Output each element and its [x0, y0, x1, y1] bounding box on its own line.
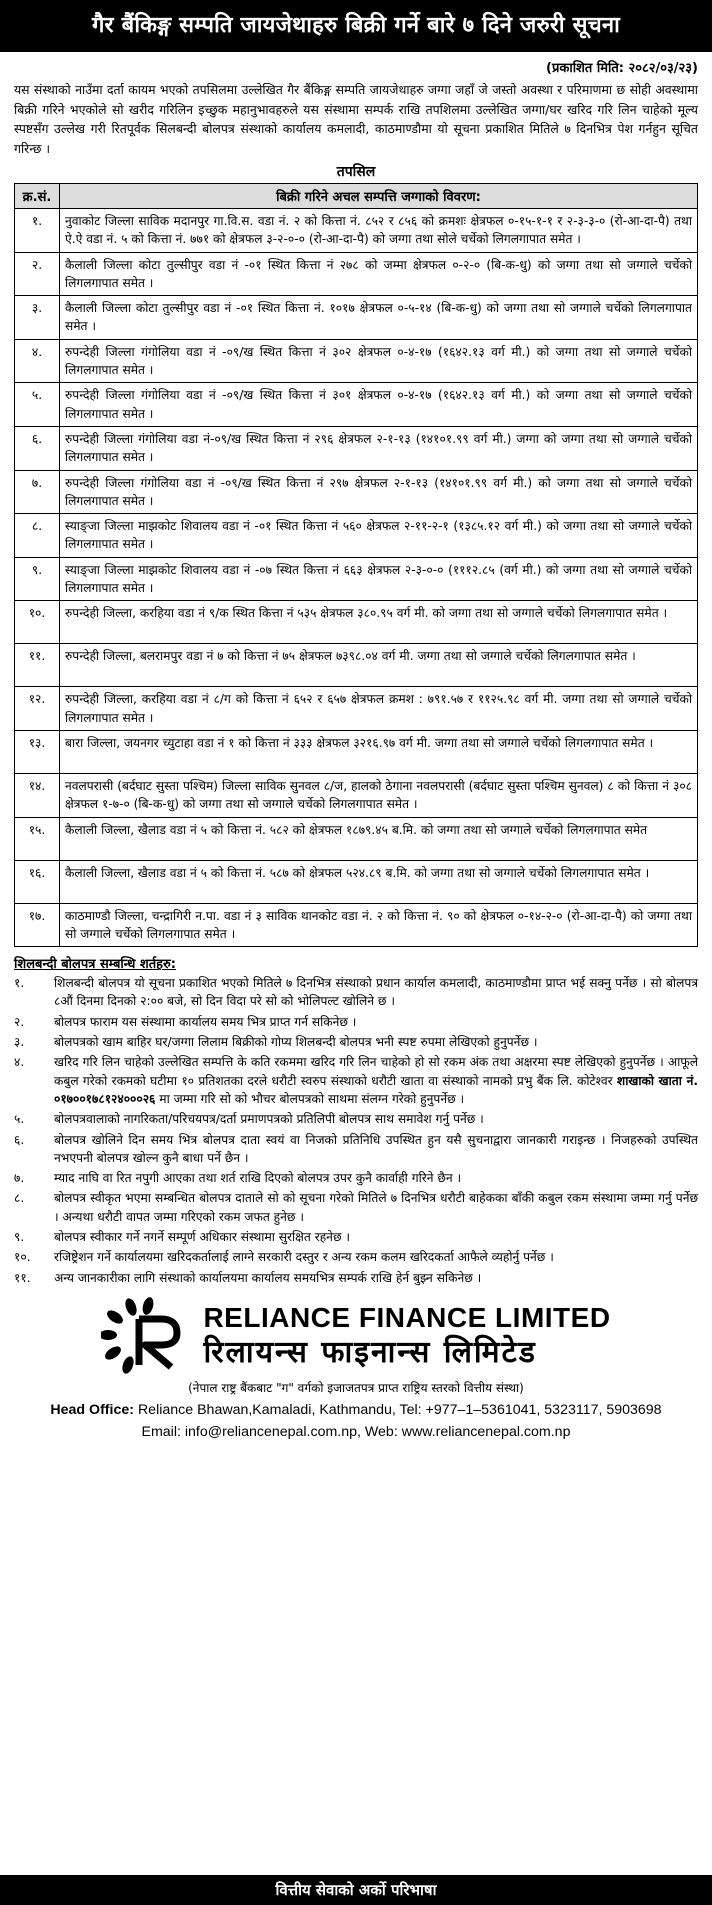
row-serial: ७.: [15, 470, 60, 514]
intro-paragraph: यस संस्थाको नाउँमा दर्ता कायम भएको तपसिलमा उल्लेखित गैर बैंकिङ्ग सम्पति जायजेथाहरु जग्गा जहाँ जे जस्तो अवस्था र परिमाणमा छ सोही अवस्थामा बिक्री गरिने भएकोले सो खरीद गरिलिन इच्छुक महानुभावहरुले यस संस्थामा सम्पर्क राखि तपशिलमा उल्लेखित जग्गा/घर खरिद गरि लिन चाहेको मूल्य स्पष्टसँग उल्लेख गरी रितपूर्वक सिलबन्दी बोलपत्र संस्थाको कार्यालय कमलादी, काठमाण्डौमा यो सूचना प्रकाशित मितिले ७ दिनभित्र पेश गर्नहुन सूचित गरिन्छ ।: [14, 82, 698, 156]
row-serial: ९.: [15, 557, 60, 601]
term-number: ५.: [14, 1112, 25, 1127]
term-text: [54, 1169, 698, 1187]
row-description: कैलाली जिल्ला, खैलाड वडा नं ५ को कित्ता नं. ५८२ को क्षेत्रफल १८७९.४५ ब.मि. को जग्गा तथा सो जग्गाले चर्चेको लिगलगापात समेत: [60, 817, 698, 860]
row-serial: १५.: [15, 817, 60, 860]
list-item: [14, 1248, 698, 1266]
term-text: [54, 1189, 698, 1226]
notice-title: गैर बैंकिङ्ग सम्पति जायजेथाहरु बिक्री गर्ने बारे ७ दिने जरुरी सूचना: [0, 0, 712, 52]
term-text: [54, 1033, 698, 1051]
terms-heading: शिलबन्दी बोलपत्र सम्बन्धि शर्तहरु:: [14, 957, 176, 973]
table-row: [15, 601, 698, 644]
row-description: रुपन्देही जिल्ला, करहिया वडा नं ९/क स्थित कित्ता नं ५३५ क्षेत्रफल ३८०.९५ वर्ग मी. को जग्गा तथा सो जग्गाले चर्चेको लिगलगापात समेत ।: [60, 601, 698, 644]
term-text-main: रजिष्ट्रेशन गर्ने कार्यालयमा खरिदकर्तालाई लाग्ने सरकारी दस्तुर र अन्य रकम कलम खरिदकर्ता आफैले व्यहोर्नु पर्नेछ ।: [54, 1250, 554, 1265]
term-text: [54, 1053, 698, 1108]
property-table: [14, 183, 698, 947]
row-description: काठमाण्डौ जिल्ला, चन्द्रागिरी न.पा. वडा नं ३ साविक थानकोट वडा नं. २ को कित्ता नं. ९० को क्षेत्रफल ०-१४-२-० (रो-आ-दा-पै) को जग्गा तथा सो जग्गाले चर्चेको लिगलगापात समेत ।: [60, 903, 698, 947]
bank-account-number: शाखाको खाता नं. ०१७००१७८१२४०००२६: [54, 1073, 698, 1106]
term-number: ६.: [14, 1132, 25, 1147]
list-item: [14, 1110, 698, 1128]
row-description: रुपन्देही जिल्ला, बलरामपुर वडा नं ७ को कित्ता नं ७५ क्षेत्रफल ७३९८.०४ वर्ग मी. जग्गा तथा सो जग्गाले चर्चेको लिगलगापात समेत ।: [60, 644, 698, 687]
term-number: ११.: [14, 1270, 31, 1285]
row-serial: ४.: [15, 339, 60, 383]
brand-block: [14, 1297, 698, 1377]
row-description: रुपन्देही जिल्ला गंगोलिया वडा नं-०९/ख स्थित कित्ता नं २९६ क्षेत्रफल २-१-१३ (१४१०१.९९ वर्ग मी.) जग्गा को जग्गा तथा सो जग्गाले चर्चेको लिगलगापात समेत ।: [60, 426, 698, 470]
term-number: ३.: [14, 1035, 25, 1050]
table-row: [15, 339, 698, 383]
term-text: [54, 1248, 698, 1266]
row-description: बारा जिल्ला, जयनगर च्युटाहा वडा नं १ को कित्ता नं ३३३ क्षेत्रफल ३२१६.९७ वर्ग मी. जग्गा तथा सो जग्गाले चर्चेको लिगलगापात समेत ।: [60, 730, 698, 773]
term-text: [54, 1131, 698, 1168]
terms-list: [14, 974, 698, 1287]
row-serial: ५.: [15, 383, 60, 427]
term-number: ८.: [14, 1191, 25, 1206]
term-text: [54, 1228, 698, 1246]
row-serial: १४.: [15, 773, 60, 817]
published-date: (प्रकाशित मिति: २०८२/०३/२३): [546, 61, 698, 76]
list-item: [14, 1169, 698, 1187]
row-description: नवलपरासी (बर्दघाट सुस्ता पश्चिम) जिल्ला साविक सुनवल ८/ज, हालको ठेगाना नवलपरासी (बर्दघाट सुस्ता पश्चिम सुनवल) ८ को कित्ता नं ३०८ क्षेत्रफल १-७-० (बि-क-धु) को जग्गा तथा सो जग्गाले चर्चेको लिगलगापात समेत ।: [60, 773, 698, 817]
row-serial: ११.: [15, 644, 60, 687]
list-item: [14, 1013, 698, 1031]
row-serial: १०.: [15, 601, 60, 644]
term-text-main: बोलपत्र खोलिने दिन समय भित्र बोलपत्र दाता स्वयं वा निजको प्रतिनिधि उपस्थित हुन यसै सुचनाद्वारा जानकारी गराइन्छ । निजहरुको उपस्थित नभएपनी बोलपत्र खोल्न कुनै बाधा पर्ने छैन ।: [54, 1132, 698, 1165]
term-text-main: म्याद नाघि वा रित नपुगी आएका तथा शर्त राखि दिएको बोलपत्र उपर कुनै कार्वाही गरिने छैन ।: [54, 1171, 462, 1186]
term-text-main: खरिद गरि लिन चाहेको उल्लेखित सम्पत्ति के कति रकममा खरिद गरि लिन चाहेको हो सो रकम अंक तथा अक्षरमा स्पष्ट लेखिएको हुनुपर्नेछ । आफूले कबुल गरेको रकमको घटीमा १० प्रतिशतका दरले धरौटी स्वरुप संस्थाको धरौटी खाता वा संस्थाको नामको प्रभु बैंक लि. कोटेश्वर: [54, 1055, 698, 1088]
brand-name-np: रिलायन्स फाइनान्स लिमिटेड: [203, 1334, 537, 1370]
brand-name-en: RELIANCE FINANCE LIMITED: [203, 1301, 611, 1333]
list-item: [14, 1228, 698, 1246]
email-web-line: Email: info@reliancenepal.com.np, Web: www.reliancenepal.com.np: [141, 1423, 571, 1440]
head-office-line: [14, 1402, 698, 1418]
table-row: [15, 252, 698, 296]
row-description: नुवाकोट जिल्ला साविक मदानपुर गा.वि.स. वडा नं. २ को कित्ता नं. ८५२ र ८५६ को क्रमशः क्षेत्रफल ०-१५-१-१ र २-३-३-० (रो-आ-दा-पै) तथा ऐ.ऐ वडा नं. ५ को कित्ता नं. ७७१ को क्षेत्रफल ३-२-०-० (रो-आ-दा-पै) को जग्गा तथा सोले चर्चेको लिगलगापात समेत ।: [60, 209, 698, 253]
term-number: ७.: [14, 1171, 25, 1186]
term-number: १.: [14, 976, 25, 991]
row-serial: २.: [15, 252, 60, 296]
term-number: ९.: [14, 1229, 25, 1244]
table-header-row: [15, 184, 698, 209]
term-text-after: मा जम्मा गरि सो को भौचर बोलपत्रको साथमा संलग्न गरेको हुनुपर्नेछ ।: [159, 1091, 465, 1106]
row-serial: १७.: [15, 903, 60, 947]
row-description: रुपन्देही जिल्ला गंगोलिया वडा नं -०९/ख स्थित कित्ता नं २९७ क्षेत्रफल २-१-१३ (१४१०१.९९ वर्ग मी.) को जग्गा तथा सो जग्गाले चर्चेको लिगलगापात समेत ।: [60, 470, 698, 514]
reliance-sunburst-logo-icon: [101, 1297, 193, 1377]
table-row: [15, 383, 698, 427]
row-serial: ६.: [15, 426, 60, 470]
term-text: [54, 1110, 698, 1128]
col-header-description: बिक्री गरिने अचल सम्पत्ति जग्गाको विवरण:: [60, 184, 698, 209]
table-row: [15, 296, 698, 340]
term-text-main: अन्य जानकारीका लागि संस्थाको कार्यालयमा कार्यालय समयभित्र सम्पर्क राखि हेर्न बुझ्न सकिनेछ ।: [54, 1270, 482, 1285]
term-text: [54, 1013, 698, 1031]
list-item: [14, 974, 698, 1011]
term-number: २.: [14, 1014, 25, 1029]
head-office-label: Head Office:: [50, 1401, 134, 1418]
table-row: [15, 860, 698, 903]
col-header-sn: क्र.सं.: [15, 184, 60, 209]
row-description: रुपन्देही जिल्ला गंगोलिया वडा नं -०९/ख स्थित कित्ता नं ३०१ क्षेत्रफल ०-४-१७ (१६४२.१३ वर्ग मी.) को जग्गा तथा सो जग्गाले चर्चेको लिगलगापात समेत ।: [60, 383, 698, 427]
row-serial: १३.: [15, 730, 60, 773]
term-text-main: बोलपत्रको खाम बाहिर घर/जग्गा लिलाम बिक्रीको गोप्य शिलबन्दी बोलपत्र भनी स्पष्ट रुपमा लेखिएको हुनुपर्नेछ ।: [54, 1035, 538, 1050]
row-description: कैलाली जिल्ला कोटा तुल्सीपुर वडा नं -०१ स्थित कित्ता नं २७८ को जम्मा क्षेत्रफल ०-२-० (बि-क-धु) को जग्गा तथा सो जग्गाले चर्चेको लिगलगापात समेत ।: [60, 252, 698, 296]
row-serial: १२.: [15, 687, 60, 731]
term-text-main: बोलपत्र स्वीकार गर्ने नगर्ने सम्पूर्ण अधिकार संस्थामा सुरक्षित रहनेछ ।: [54, 1229, 350, 1244]
term-text: [54, 1269, 698, 1287]
row-description: स्याङ्जा जिल्ला माझकोट शिवालय वडा नं -०७ स्थित कित्ता नं ६६३ क्षेत्रफल २-३-०-० (१११२.८५ (वर्ग मी.) को जग्गा तथा सो जग्गाले चर्चेको लिगलगापात समेत ।: [60, 557, 698, 601]
term-text-main: बोलपत्रवालाको नागरिकता/परिचयपत्र/दर्ता प्रमाणपत्रको प्रतिलिपी बोलपत्र साथ समावेश गर्नु पर्नेछ ।: [54, 1112, 484, 1127]
table-row: [15, 687, 698, 731]
row-description: रुपन्देही जिल्ला, करहिया वडा नं ८/ग को कित्ता नं ६५२ र ६५७ क्षेत्रफल क्रमश : ७९१.५७ र ११२५.९८ वर्ग मी. जग्गा तथा सो जग्गाले चर्चेको लिगलगापात समेत ।: [60, 687, 698, 731]
row-description: कैलाली जिल्ला कोटा तुल्सीपुर वडा नं -०१ स्थित कित्ता नं. १०१७ क्षेत्रफल ०-५-१४ (बि-क-धु) को जग्गा तथा सो जग्गाले चर्चेको लिगलगापात समेत ।: [60, 296, 698, 340]
row-description: कैलाली जिल्ला, खैलाड वडा नं ५ को कित्ता नं. ५८७ को क्षेत्रफल ५२४.८९ ब.मि. को जग्गा तथा सो जग्गाले चर्चेको लिगलगापात समेत ।: [60, 860, 698, 903]
row-serial: १६.: [15, 860, 60, 903]
list-item: [14, 1131, 698, 1168]
term-text-main: बोलपत्र फाराम यस संस्थामा कार्यालय समय भित्र प्राप्त गर्न सकिनेछ ।: [54, 1014, 357, 1029]
list-item: [14, 1269, 698, 1287]
list-item: [14, 1189, 698, 1226]
tagline-bar: वित्तीय सेवाको अर्को परिभाषा: [0, 1875, 712, 1905]
term-number: ४.: [14, 1055, 25, 1070]
table-row: [15, 426, 698, 470]
head-office-address: Reliance Bhawan,Kamaladi, Kathmandu, Tel: +977–1–5361041, 5323117, 5903698: [137, 1401, 662, 1418]
row-serial: ८.: [15, 514, 60, 558]
term-number: १०.: [14, 1250, 31, 1265]
term-text: [54, 974, 698, 1011]
term-text-main: शिलबन्दी बोलपत्र यो सूचना प्रकाशित भएको मितिले ७ दिनभित्र संस्थाको प्रधान कार्याल कमलादी, काठमाण्डौमा प्राप्त भई सक्नु पर्नेछ । सो बोलपत्र ८औं दिनमा दिनको २:०० बजे, सो दिन विदा परे सो को भोलिपल्ट खोलिने छ ।: [54, 976, 698, 1009]
table-caption: तपसिल: [336, 164, 376, 180]
list-item: [14, 1053, 698, 1108]
table-row: [15, 470, 698, 514]
table-row: [15, 644, 698, 687]
term-text-main: बोलपत्र स्वीकृत भएमा सम्बन्धित बोलपत्र दाताले सो को सूचना गरेको मितिले ७ दिनभित्र धरौटी बाहेकका बाँकी कबुल रकम संस्थामा जम्मा गर्नु पर्नेछ । अन्यथा धरौटी वापत जम्मा गरिएको रकम जफत हुनेछ ।: [54, 1191, 698, 1224]
row-serial: १.: [15, 209, 60, 253]
table-row: [15, 817, 698, 860]
table-row: [15, 903, 698, 947]
table-row: [15, 209, 698, 253]
row-serial: ३.: [15, 296, 60, 340]
property-table-body: [15, 209, 698, 947]
list-item: [14, 1033, 698, 1051]
row-description: स्याङ्जा जिल्ला माझकोट शिवालय वडा नं -०१ स्थित कित्ता नं ५६० क्षेत्रफल २-११-२-१ (१३८५.१२ वर्ग मी.) को जग्गा तथा सो जग्गाले चर्चेको लिगलगापात समेत ।: [60, 514, 698, 558]
brand-names: [203, 1302, 610, 1372]
table-row: [15, 557, 698, 601]
regulator-note: (नेपाल राष्ट्र बैंकबाट "ग" वर्गको इजाजतपत्र प्राप्त राष्ट्रिय स्तरको वित्तीय संस्था): [188, 1380, 524, 1395]
table-row: [15, 730, 698, 773]
table-row: [15, 514, 698, 558]
row-description: रुपन्देही जिल्ला गंगोलिया वडा नं -०९/ख स्थित कित्ता नं ३०२ क्षेत्रफल ०-४-१७ (१६४२.१३ वर्ग मी.) को जग्गा तथा सो जग्गाले चर्चेको लिगलगापात समेत ।: [60, 339, 698, 383]
table-row: [15, 773, 698, 817]
